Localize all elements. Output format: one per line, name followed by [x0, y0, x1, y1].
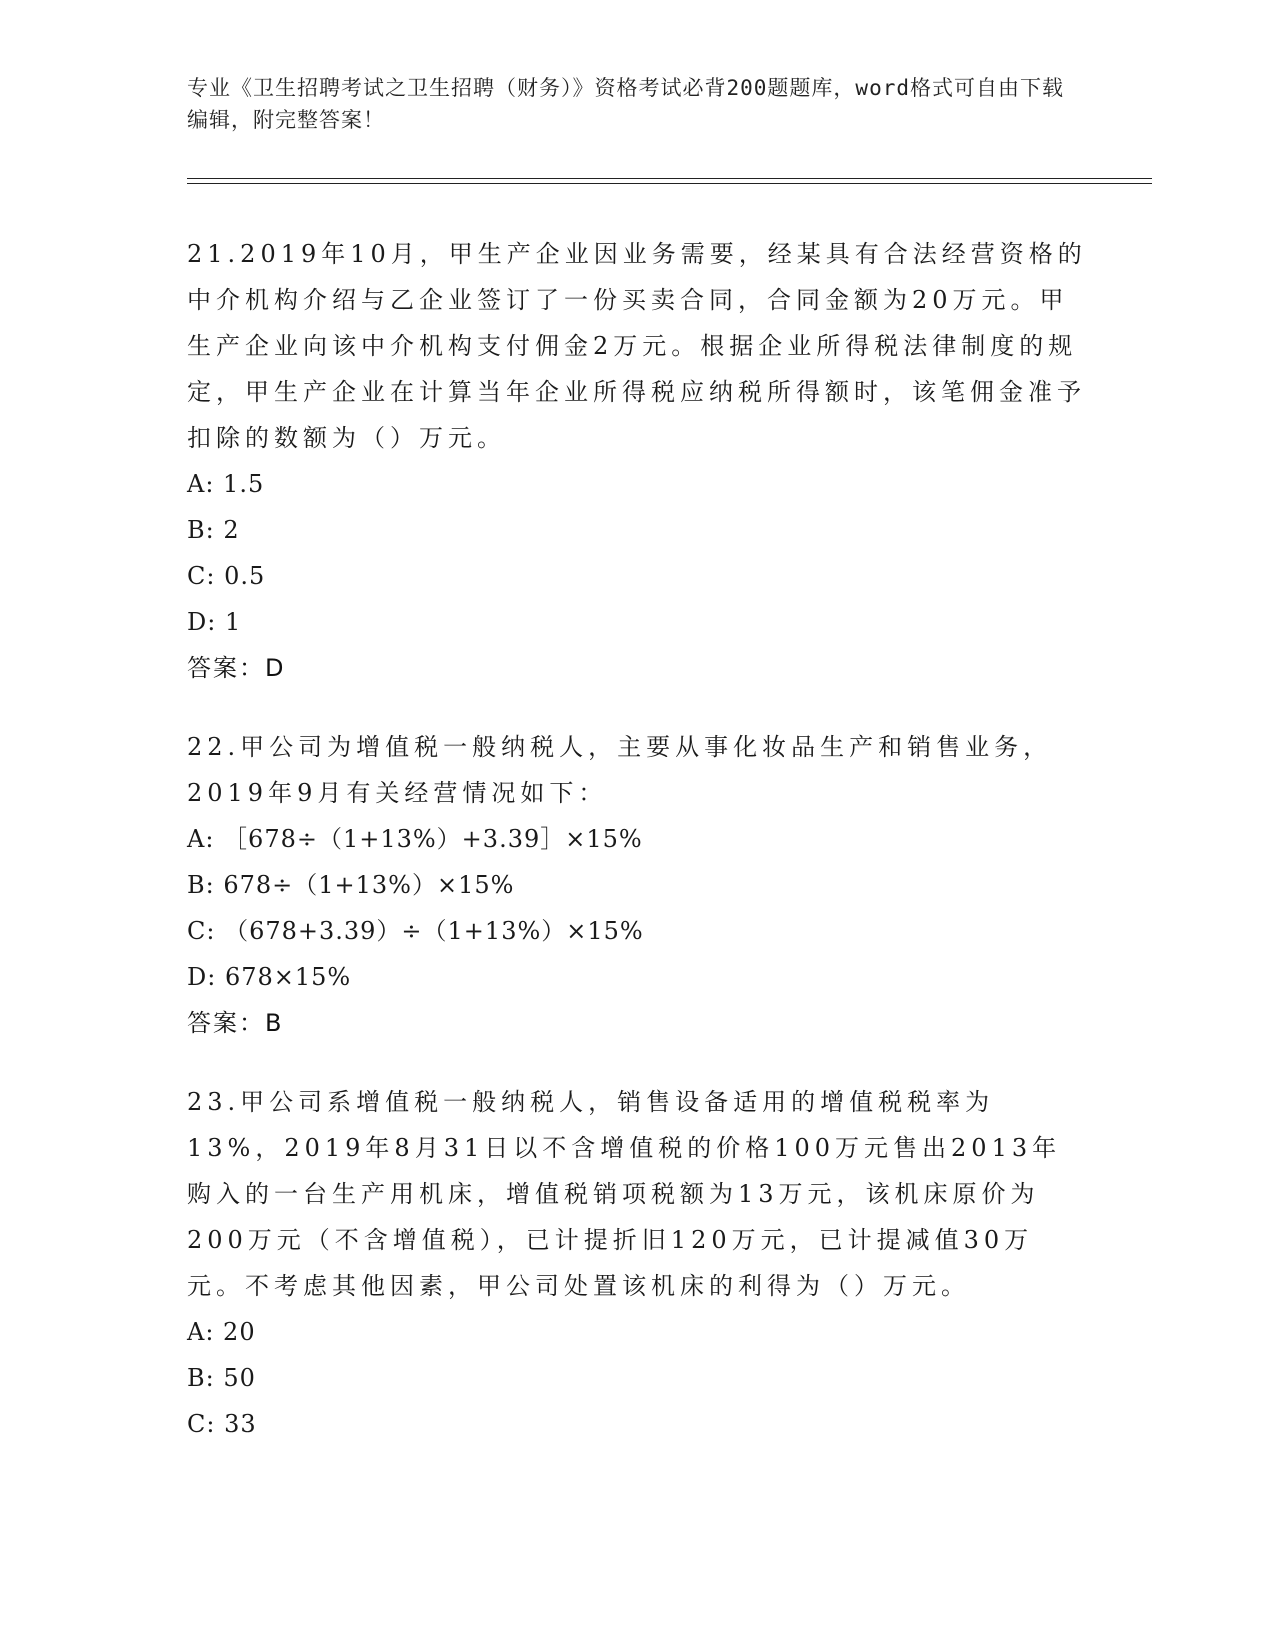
option-list — [187, 816, 1087, 1000]
option-b: B: 678÷（1+13%）×15% — [187, 871, 515, 899]
option-b: B: 50 — [187, 1364, 256, 1392]
question-22 — [187, 724, 1087, 1046]
question-stem: 23.甲公司系增值税一般纳税人，销售设备适用的增值税税率为13%，2019年8月31日以不含增值税的价格100万元售出2013年购入的一台生产用机床，增值税销项税额为13万元，该机床原价为200万元（不含增值税），已计提折旧120万元，已计提减值30万元。不考虑其他因素，甲公司处置该机床的利得为（）万元。 — [187, 1088, 1062, 1300]
option-list — [187, 1309, 1087, 1447]
option-d: D: 678×15% — [187, 963, 352, 991]
document-header-title: 专业《卫生招聘考试之卫生招聘（财务）》资格考试必背200题题库，word格式可自由下载编辑，附完整答案！ — [187, 76, 1064, 132]
answer-line: 答案：D — [187, 654, 286, 682]
option-b: B: 2 — [187, 516, 240, 544]
option-a: A: 1.5 — [187, 470, 265, 498]
answer-line: 答案：B — [187, 1009, 284, 1037]
option-c: C: 0.5 — [187, 562, 266, 590]
question-stem: 21.2019年10月，甲生产企业因业务需要，经某具有合法经营资格的中介机构介绍与乙企业签订了一份买卖合同，合同金额为20万元。甲生产企业向该中介机构支付佣金2万元。根据企业所得税法律制度的规定，甲生产企业在计算当年企业所得税应纳税所得额时，该笔佣金准予扣除的数额为（）万元。 — [187, 240, 1087, 452]
option-list — [187, 461, 1087, 645]
option-a: A: ［678÷（1+13%）+3.39］×15% — [187, 825, 643, 853]
question-23 — [187, 1079, 1087, 1447]
question-21 — [187, 231, 1087, 691]
option-c: C: 33 — [187, 1410, 257, 1438]
option-a: A: 20 — [187, 1318, 256, 1346]
option-c: C: （678+3.39）÷（1+13%）×15% — [187, 917, 644, 945]
question-stem: 22.甲公司为增值税一般纳税人，主要从事化妆品生产和销售业务，2019年9月有关经营情况如下： — [187, 733, 1053, 807]
question-list — [187, 231, 1087, 1480]
option-d: D: 1 — [187, 608, 242, 636]
header-divider — [187, 178, 1152, 184]
